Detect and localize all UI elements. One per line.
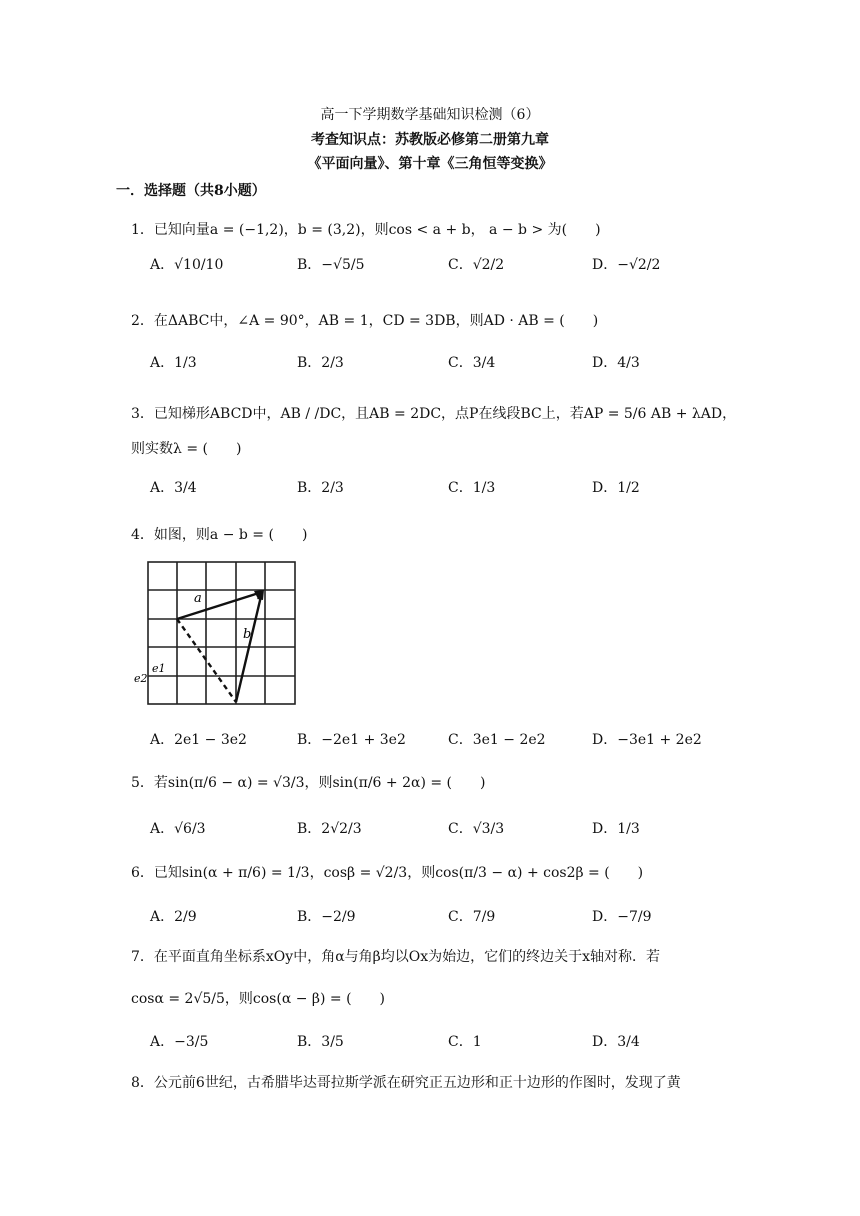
q6-option-a: A．2/9 (150, 909, 197, 925)
label-b: b (243, 627, 252, 642)
q2-option-b: B．2/3 (297, 355, 344, 371)
question-4: 4．如图，则a − b = ( ) (131, 527, 308, 543)
q2-option-c: C．3/4 (448, 355, 496, 371)
page-title: 高一下学期数学基础知识检测（6） (320, 107, 540, 123)
q6-option-d: D．−7/9 (592, 909, 652, 925)
q4-option-b: B．−2e1 + 3e2 (297, 732, 406, 748)
q5-option-c: C．√3/3 (448, 821, 505, 837)
question-7: 7．在平面直角坐标系xOy中，角α与角β均以Ox为始边，它们的终边关于x轴对称．若 (131, 949, 661, 965)
q1-option-a: A．√10/10 (150, 257, 224, 273)
q4-option-d: D．−3e1 + 2e2 (592, 732, 702, 748)
q3-option-c: C．1/3 (448, 480, 496, 496)
label-e2: e2 (134, 672, 148, 685)
question-7-line-2: cosα = 2√5/5，则cos(α − β) = ( ) (131, 991, 386, 1007)
q3-option-b: B．2/3 (297, 480, 344, 496)
question-3: 3．已知梯形ABCD中，AB / /DC，且AB = 2DC，点P在线段BC上，若AP = 5/6 AB + λAD， (131, 406, 737, 422)
q5-option-a: A．√6/3 (150, 821, 206, 837)
q2-option-d: D．4/3 (592, 355, 640, 371)
vector-a-line (177, 592, 262, 619)
q4-option-c: C．3e1 − 2e2 (448, 732, 546, 748)
page-subtitle-2: 《平面向量》、第十章《三角恒等变换》 (307, 156, 553, 172)
q2-option-a: A．1/3 (150, 355, 197, 371)
question-8: 8．公元前6世纪，古希腊毕达哥拉斯学派在研究正五边形和正十边形的作图时，发现了黄 (131, 1075, 681, 1091)
vector-grid-figure (132, 558, 302, 708)
question-5: 5．若sin(π/6 − α) = √3/3，则sin(π/6 + 2α) = ( ) (131, 775, 486, 791)
q1-option-d: D．−√2/2 (592, 257, 661, 273)
q3-option-a: A．3/4 (150, 480, 197, 496)
label-a: a (194, 591, 202, 606)
question-2: 2．在ΔABC中，∠A = 90°，AB = 1，CD = 3DB，则AD · AB = ( ) (131, 313, 599, 329)
q7-option-d: D．3/4 (592, 1034, 640, 1050)
question-1: 1．已知向量a = (−1,2)，b = (3,2)，则cos < a + b， a − b > 为( ) (131, 222, 601, 238)
q6-option-b: B．−2/9 (297, 909, 356, 925)
section-title: 一．选择题（共8小题） (116, 183, 266, 199)
question-6: 6．已知sin(α + π/6) = 1/3，cosβ = √2/3，则cos(π/3 − α) + cos2β = ( ) (131, 865, 644, 881)
page-subtitle: 考查知识点：苏教版必修第二册第九章 (311, 132, 549, 148)
q7-option-b: B．3/5 (297, 1034, 344, 1050)
q5-option-d: D．1/3 (592, 821, 640, 837)
q7-option-c: C．1 (448, 1034, 482, 1050)
q5-option-b: B．2√2/3 (297, 821, 362, 837)
grid-lines (148, 562, 295, 704)
q6-option-c: C．7/9 (448, 909, 496, 925)
q4-option-a: A．2e1 − 3e2 (150, 732, 247, 748)
q1-option-b: B．−√5/5 (297, 257, 365, 273)
q7-option-a: A．−3/5 (150, 1034, 209, 1050)
q3-option-d: D．1/2 (592, 480, 640, 496)
q1-option-c: C．√2/2 (448, 257, 505, 273)
question-3-line-2: 则实数λ = ( ) (131, 441, 242, 457)
label-e1: e1 (152, 662, 166, 675)
